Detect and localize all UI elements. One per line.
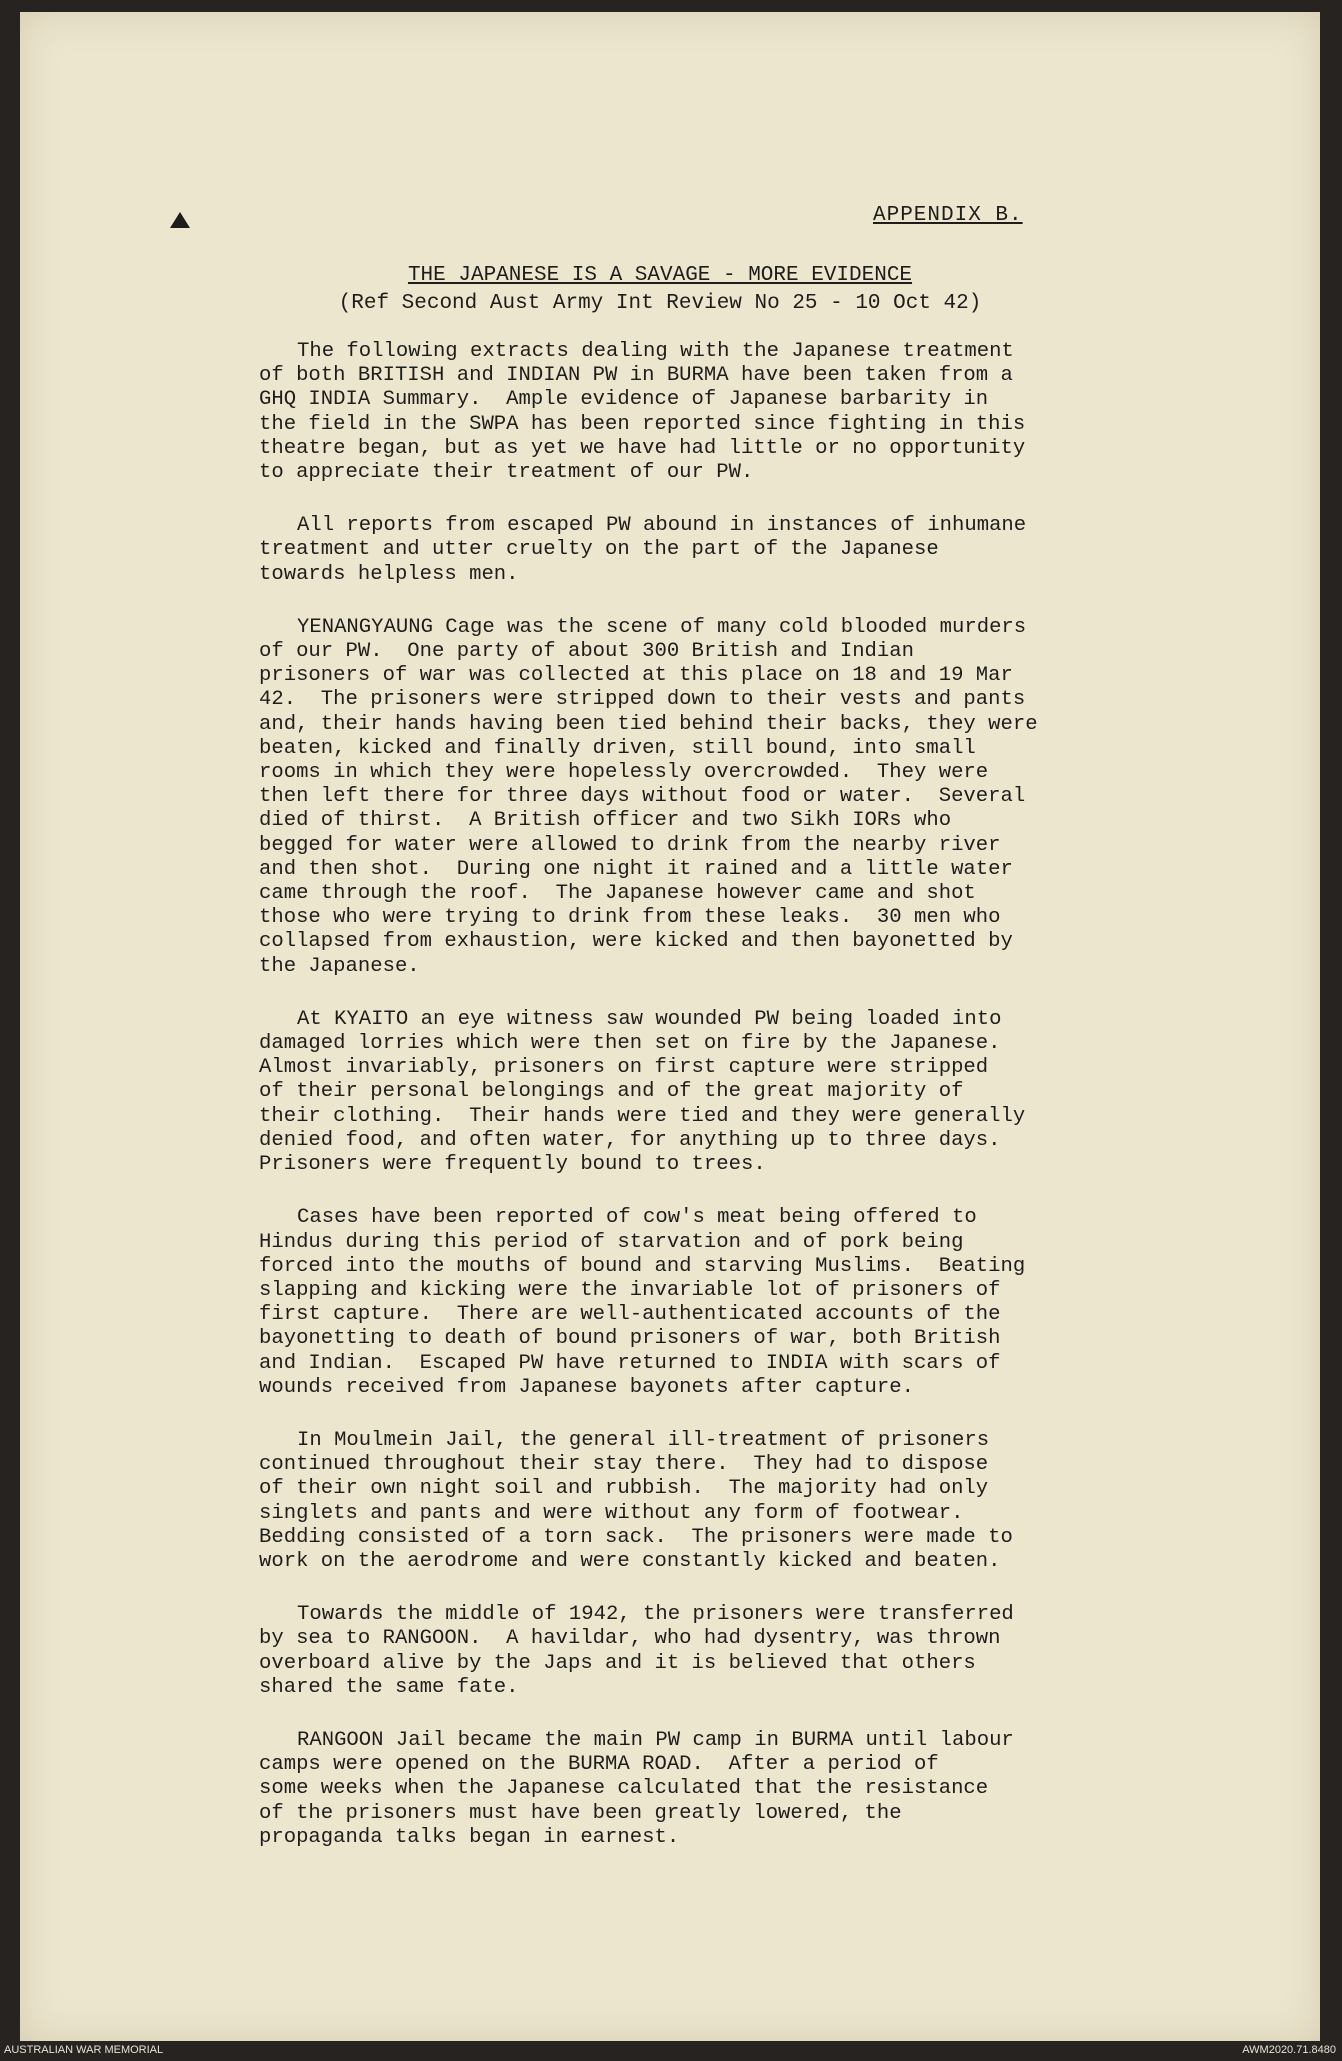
document-reference: (Ref Second Aust Army Int Review No 25 - 10 Oct 42) [338, 292, 982, 315]
paragraph-intro: The following extracts dealing with the Japanese treatment of both BRITISH and INDIAN PW in BURMA have been taken from a GHQ INDIA Summary. Ample evidence of Japanese barbarity in the field in the SWPA has been reported since fighting in this theatre began, but as yet we have had little or no opportunity to appreciate their treatment of our PW. [259, 340, 1026, 485]
document-body [259, 340, 1219, 1879]
footer-accession-number: AWM2020.71.8480 [1242, 2044, 1336, 2056]
paragraph-rangoon-transfer: Towards the middle of 1942, the prisoners were transferred by sea to RANGOON. A havildar, who had dysentry, was thrown overboard alive by the Japs and it is believed that others shared the same fate. [259, 1603, 1014, 1699]
document-title: THE JAPANESE IS A SAVAGE - MORE EVIDENCE [407, 264, 913, 287]
paragraph-moulmein: In Moulmein Jail, the general ill-treatment of prisoners continued throughout their stay there. They had to dispose of their own night soil and rubbish. The majority had only singlets and pants and were without any form of footwear. Bedding consisted of a torn sack. The prisoners were made to work on the aerodrome and were constantly kicked and beaten. [259, 1428, 1013, 1573]
triangle-mark-icon [170, 212, 190, 228]
paragraph-reports: All reports from escaped PW abound in instances of inhumane treatment and utter cruelty on the part of the Japanese towards helpless men. [259, 514, 1027, 586]
paragraph-kyaito: At KYAITO an eye witness saw wounded PW being loaded into damaged lorries which were then set on fire by the Japanese. Almost invariably, prisoners on first capture were stripped of their personal belongings and of the great majority of their clothing. Their hands were tied and they were generally denied food, and often water, for anything up to three days. Prisoners were frequently bound to trees. [259, 1007, 1026, 1177]
document-title-block [280, 262, 1040, 318]
paragraph-cases: Cases have been reported of cow's meat being offered to Hindus during this period of starvation and of pork being forced into the mouths of bound and starving Muslims. Beating slapping and kicking were the invariable lot of prisoners of first capture. There are well-authenticated accounts of the bayonetting to death of bound prisoners of war, both British and Indian. Escaped PW have returned to INDIA with scars of wounds received from Japanese bayonets after capture. [259, 1206, 1026, 1399]
archive-footer [0, 2041, 1342, 2061]
appendix-label: APPENDIX B. [873, 204, 1023, 227]
paragraph-rangoon-jail: RANGOON Jail became the main PW camp in BURMA until labour camps were opened on the BURMA ROAD. After a period of some weeks when the Japanese calculated that the resistance of the prisoners must have been greatly lowered, the propaganda talks began in earnest. [259, 1728, 1014, 1849]
paragraph-yenangyaung: YENANGYAUNG Cage was the scene of many cold blooded murders of our PW. One party of about 300 British and Indian prisoners of war was collected at this place on 18 and 19 Mar 42. The prisoners were stripped down to their vests and pants and, their hands having been tied behind their backs, they were beaten, kicked and finally driven, still bound, into small rooms in which they were hopelessly overcrowded. They were then left there for three days without food or water. Several died of thirst. A British officer and two Sikh IORs who begged for water were allowed to drink from the nearby river and then shot. During one night it rained and a little water came through the roof. The Japanese however came and shot those who were trying to drink from these leaks. 30 men who collapsed from exhaustion, were kicked and then bayonetted by the Japanese. [259, 615, 1038, 978]
footer-institution: AUSTRALIAN WAR MEMORIAL [4, 2044, 164, 2056]
